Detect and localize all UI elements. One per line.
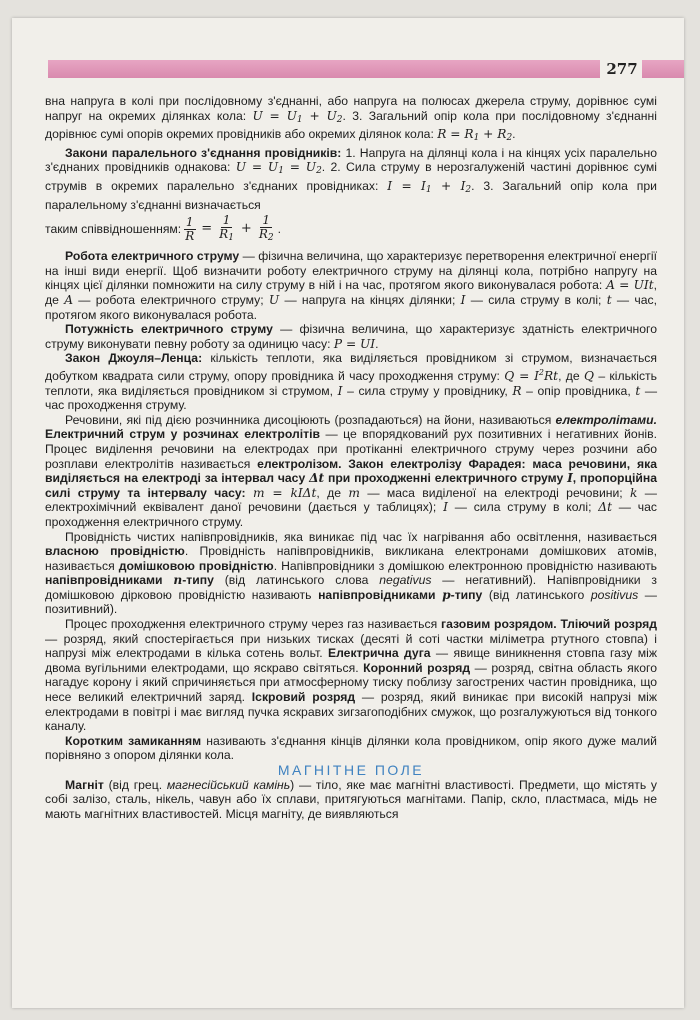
section-title: МАГНІТНЕ ПОЛЕ	[277, 762, 425, 778]
page-number: 277	[606, 60, 638, 78]
paragraph-short-circuit: Коротким замиканням називають з'єднання кінців ділянки кола провідником, опір якого дуже малий порівняно з опором ділянки кола.	[45, 733, 657, 763]
paragraph-magnet: Магніт (від грец. магнесійський камінь) — тіло, яке має магнітні властивості. Предмети, що містять у собі залізо, сталь, нікель, чавун або їх сплави, притягуються магнітами. Папір, скло, пластмаса, мідь не мають магнітних властивостей. Місця магніту, де виявляються	[45, 777, 657, 821]
paragraph-joule-lenz: Закон Джоуля–Ленца: кількість теплоти, яка виділяється провідником зі струмом, визначається добутком квадрата сили струму, опору провідника й часу проходження струму: $Q = I^2Rt$, де Q – кількість теплоти, яка виділяється провідником зі струмом, I – сила струму у провіднику, R – опір провідника, t — час проходження струму.	[45, 351, 658, 413]
fraction-1-over-r: $\frac{1}{R}$	[185, 215, 195, 244]
paragraph-series-laws: вна напруга в колі при послідовному з'єднанні, або напруга на полюсах джерела струму, дорівнює сумі напруг на окремих ділянках кола: $U = U_1 + U_2$. 3. Загальний опір кола при послідовному з'єднанні дорівнює сумі опорів окремих провідників або окремих ділянок кола: $R = R_1 + R_2$.	[45, 94, 657, 144]
paragraph-power: Потужність електричного струму — фізична величина, що характеризує здатність електричного струму виконувати певну роботу за одиницю часу: P = UI.	[45, 322, 658, 351]
fraction-1-over-r2: $\frac{1}{R_2}$	[258, 213, 274, 244]
header-band	[48, 60, 600, 78]
fraction-1-over-r1: $\frac{1}{R_1}$	[219, 213, 234, 244]
page-body	[45, 94, 657, 821]
book-page	[12, 18, 684, 1008]
paragraph-parallel-laws: Закони паралельного з'єднання провідників: 1. Напруга на ділянці кола і на кінцях усіх паралельно з'єднаних провідників однакова: $U = U_1 = U_2$. 2. Сила струму в нерозгалуженій частині дорівнює сумі струмів в окремих паралельно з'єднаних провідниках: $I = I_1 + I_2$. 3. Загальний опір кола при паралельному з'єднанні визначається	[45, 145, 657, 212]
paragraph-work: Робота електричного струму — фізична величина, що характеризує перетворення електричної енергії на інші види енергії. Щоб визначити роботу електричного струму на ділянці кола, потрібно напругу на кінцях цієї ділянки помножити на силу струму в ній і на час, протягом якого виконувалася робота: A = UIt, де A — робота електричного струму; U — напруга на кінцях ділянки; I — сила струму в колі; t — час, протягом якого виконувалася робота.	[45, 249, 658, 322]
paragraph-gas-discharge: Процес проходження електричного струму через газ називається газовим розрядом. Тліючий розряд — розряд, який спостерігається при низьких тисках (десяті й соті частки міліметра ртутного стовпа) і напрузі між електродами в кілька сотень вольт. Електрична дуга — явище виникнення стовпа газу між двома вугільними електродами, що яскраво світяться. Коронний розряд — розряд, світна область якого нагадує корону і який спричиняється при атмосферному тиску поблизу загострених частин провідника, що несе великий електричний заряд. Іскровий розряд — розряд, який виникає при високій напрузі між електродами в повітрі і має вигляд пучка яскравих зигзагоподібних смужок, що розгалужуються від тонкого каналу.	[45, 617, 658, 734]
header-band-edge	[642, 60, 684, 78]
paragraph-electrolytes: Речовини, які під дією розчинника дисоціюють (розпадаються) на йони, називаються електролітами. Електричний струм у розчинах електролітів — це впорядкований рух позитивних і негативних йонів. Процес виділення речовини на електродах при протіканні електричного струму через розчини або розплави електролітів називається електролізом. Закон електролізу Фарадея: маса речовини, яка виділяється на електроді за інтервал часу Δt при проходженні електричного струму I, пропорційна силі струму та інтервалу часу: m = kIΔt, де m — маса виділеної на електроді речовини; k — електрохімічний еквівалент даної речовини (дається у таблицях); I — сила струму в колі; Δt — час проходження електричного струму.	[45, 412, 657, 529]
parallel-resistance-formula: таким співвідношенням: $\frac{1}{R}$ = $\frac{1}{R_1}$ + $\frac{1}{R_2}$ .	[45, 213, 281, 244]
paragraph-semiconductors: Провідність чистих напівпровідників, яка виникає під час їх нагрівання або освітлення, називається власною провідністю. Провідність напівпровідників, викликана електронами домішкових атомів, називається домішковою провідністю. Напівпровідники з домішкою електронною провідністю називають напівпровідниками n-типу (від латинського слова negativus — негативний). Напівпровідники з домішковою дірковою провідністю називають напівпровідниками p-типу (від латинського positivus — позитивний).	[45, 529, 658, 617]
